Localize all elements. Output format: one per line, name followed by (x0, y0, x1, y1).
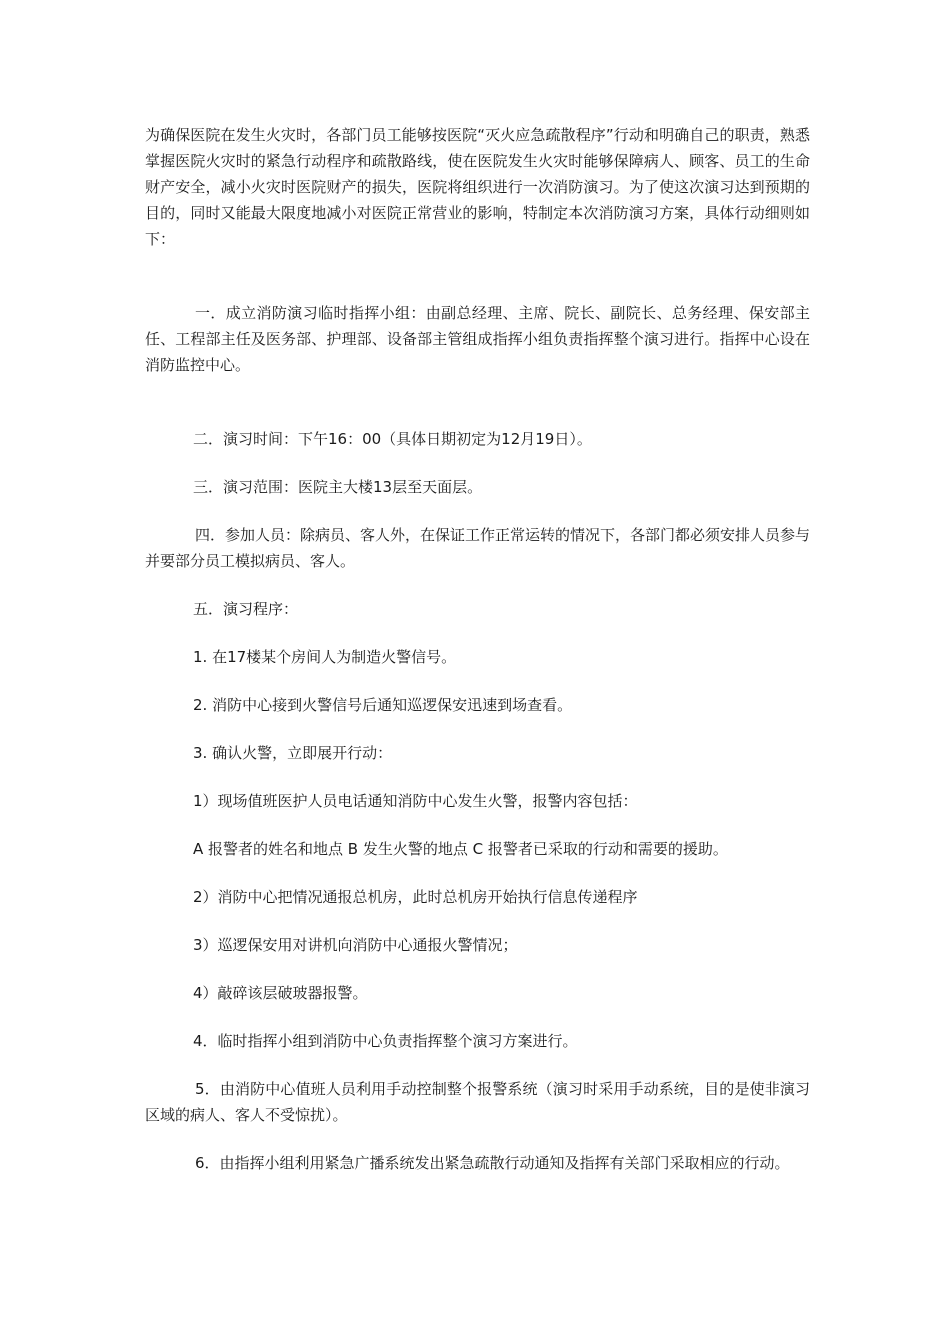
section-2-drill-time: 二．演习时间：下午16：00（具体日期初定为12月19日）。 (193, 430, 592, 448)
section-4-participants: 四．参加人员：除病员、客人外，在保证工作正常运转的情况下，各部门都必须安排人员参与并要部分员工模拟病员、客人。 (145, 526, 811, 570)
procedure-substep-2: 2）消防中心把情况通报总机房，此时总机房开始执行信息传递程序 (193, 888, 638, 906)
procedure-step-2: 2. 消防中心接到火警信号后通知巡逻保安迅速到场查看。 (193, 696, 573, 714)
intro-paragraph: 为确保医院在发生火灾时，各部门员工能够按医院“灭火应急疏散程序”行动和明确自己的职责，熟悉掌握医院火灾时的紧急行动程序和疏散路线，使在医院发生火灾时能够保障病人、顾客、员工的生命财产安全，减小火灾时医院财产的损失，医院将组织进行一次消防演习。为了使这次演习达到预期的目的，同时又能最大限度地减小对医院正常营业的影响，特制定本次消防演习方案，具体行动细则如下： (145, 126, 810, 248)
document-body (145, 122, 810, 1176)
procedure-substep-3: 3）巡逻保安用对讲机向消防中心通报火警情况； (193, 936, 518, 954)
section-5-procedure-heading: 五．演习程序： (193, 600, 299, 618)
section-3-drill-scope: 三．演习范围：医院主大楼13层至天面层。 (193, 478, 483, 496)
procedure-step-5: 5．由消防中心值班人员利用手动控制整个报警系统（演习时采用手动系统，目的是使非演习区域的病人、客人不受惊扰）。 (145, 1080, 810, 1124)
procedure-step-6: 6．由指挥小组利用紧急广播系统发出紧急疏散行动通知及指挥有关部门采取相应的行动。 (195, 1154, 790, 1172)
procedure-step-1: 1. 在17楼某个房间人为制造火警信号。 (193, 648, 457, 666)
procedure-substep-4: 4）敲碎该层破玻器报警。 (193, 984, 368, 1002)
section-1-command-group: 一．成立消防演习临时指挥小组：由副总经理、主席、院长、副院长、总务经理、保安部主任、工程部主任及医务部、护理部、设备部主管组成指挥小组负责指挥整个演习进行。指挥中心设在消防监控中心。 (145, 304, 810, 374)
report-contents: A 报警者的姓名和地点 B 发生火警的地点 C 报警者已采取的行动和需要的援助。 (193, 840, 728, 858)
procedure-step-4: 4．临时指挥小组到消防中心负责指挥整个演习方案进行。 (193, 1032, 578, 1050)
procedure-substep-1: 1）现场值班医护人员电话通知消防中心发生火警，报警内容包括： (193, 792, 638, 810)
procedure-step-3: 3. 确认火警，立即展开行动： (193, 744, 393, 762)
